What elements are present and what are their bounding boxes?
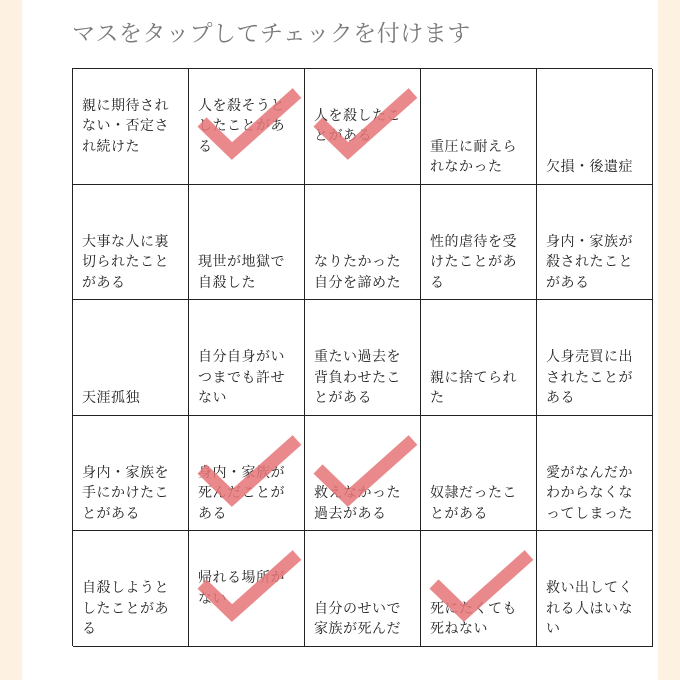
bingo-cell-20[interactable] xyxy=(537,416,653,532)
bingo-cell-label: 性的虐待を受けたことがある xyxy=(430,233,517,291)
bingo-cell-4[interactable] xyxy=(421,69,537,185)
bingo-cell-24[interactable] xyxy=(421,531,537,647)
bingo-cell-label: 現世が地獄で自殺した xyxy=(198,254,285,291)
bingo-cell-19[interactable] xyxy=(421,416,537,532)
bingo-cell-label: 大事な人に裏切られたことがある xyxy=(82,233,169,291)
bingo-cell-11[interactable] xyxy=(73,300,189,416)
bingo-cell-17[interactable] xyxy=(189,416,305,532)
bingo-cell-12[interactable] xyxy=(189,300,305,416)
bingo-cell-label: 人を殺したことがある xyxy=(314,107,401,145)
bingo-cell-6[interactable] xyxy=(73,185,189,301)
bingo-cell-label: 重圧に耐えられなかった xyxy=(430,138,517,176)
bingo-cell-label: 帰れる場所がない xyxy=(198,570,285,607)
bingo-cell-label: 身内・家族が死んだことがある xyxy=(198,464,285,522)
bingo-cell-21[interactable] xyxy=(73,531,189,647)
bingo-cell-14[interactable] xyxy=(421,300,537,416)
bingo-cell-label: 重たい過去を背負わせたことがある xyxy=(314,349,401,407)
bingo-cell-9[interactable] xyxy=(421,185,537,301)
bingo-cell-23[interactable] xyxy=(305,531,421,647)
bingo-cell-15[interactable] xyxy=(537,300,653,416)
bingo-cell-label: 奴隷だったことがある xyxy=(430,485,517,522)
instruction-text: マスをタップしてチェックを付けます xyxy=(72,21,471,47)
bingo-cell-label: 自分自身がいつまでも許せない xyxy=(198,349,285,407)
bingo-cell-label: 身内・家族を手にかけたことがある xyxy=(82,464,169,522)
bingo-cell-18[interactable] xyxy=(305,416,421,532)
bingo-cell-label: 愛がなんだかわからなくなってしまった xyxy=(546,464,633,522)
bingo-cell-16[interactable] xyxy=(73,416,189,532)
bingo-cell-label: 天涯孤独 xyxy=(82,390,140,407)
bingo-cell-label: 救えなかった過去がある xyxy=(314,485,401,522)
bingo-cell-label: 親に捨てられた xyxy=(430,369,517,407)
bingo-cell-1[interactable] xyxy=(73,69,189,185)
bingo-cell-2[interactable] xyxy=(189,69,305,185)
bingo-cell-label: 親に期待されない・否定され続けた xyxy=(82,97,169,155)
bingo-cell-5[interactable] xyxy=(537,69,653,185)
bingo-cell-label: 自殺しようとしたことがある xyxy=(82,580,169,638)
bingo-cell-label: 身内・家族が殺されたことがある xyxy=(546,233,633,291)
bingo-cell-label: 人を殺そうとしたことがある xyxy=(198,97,285,155)
page-card xyxy=(22,0,658,680)
bingo-cell-25[interactable] xyxy=(537,531,653,647)
bingo-cell-22[interactable] xyxy=(189,531,305,647)
bingo-cell-label: 死にたくても死ねない xyxy=(430,600,517,638)
bingo-cell-8[interactable] xyxy=(305,185,421,301)
bingo-cell-label: 救い出してくれる人はいない xyxy=(546,580,633,638)
bingo-cell-label: 自分のせいで家族が死んだ xyxy=(314,600,401,638)
bingo-grid xyxy=(72,68,652,646)
bingo-cell-13[interactable] xyxy=(305,300,421,416)
bingo-cell-label: 欠損・後遺症 xyxy=(546,159,633,176)
bingo-cell-10[interactable] xyxy=(537,185,653,301)
bingo-cell-label: なりたかった自分を諦めた xyxy=(314,254,401,291)
bingo-cell-label: 人身売買に出されたことがある xyxy=(546,349,633,407)
bingo-cell-7[interactable] xyxy=(189,185,305,301)
bingo-cell-3[interactable] xyxy=(305,69,421,185)
